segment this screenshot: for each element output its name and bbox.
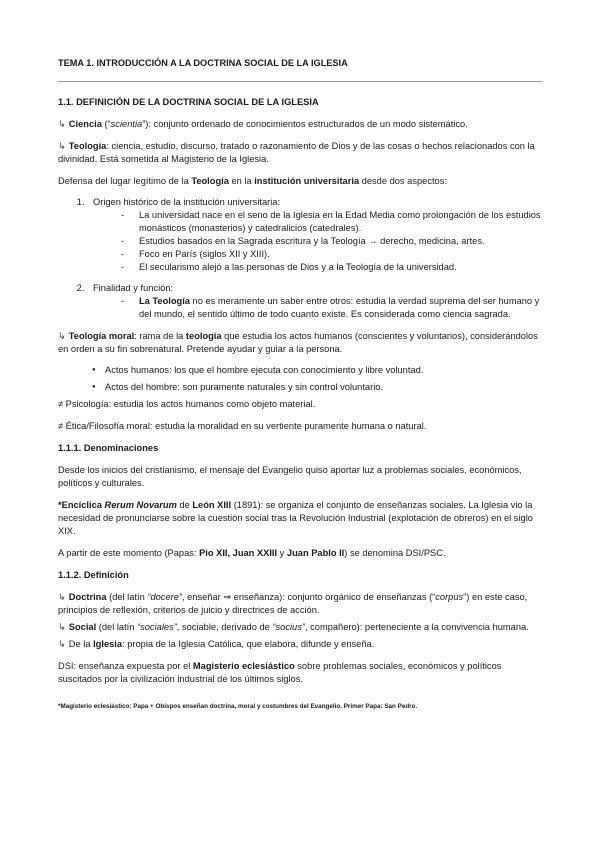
list-item: ● Actos humanos: los que el hombre ejecuta con conocimiento y libre voluntad. bbox=[92, 364, 542, 377]
section-heading-1-1-1: 1.1.1. Denominaciones bbox=[58, 443, 159, 453]
list-item: - La universidad nace en el seno de la Iglesia en la Edad Media como prolongación de los estudios monásticos (monasterios) y catedralicios (catedrales). bbox=[121, 209, 542, 235]
paragraph-doctrina: ↳ Doctrina (del latín “docere”, enseñar ⇒ enseñanza): conjunto orgánico de enseñanzas (“corpus”) en este caso, principios de reflexión, criterios de juicio y directrices de acción. bbox=[58, 592, 528, 615]
arrow-icon: ↳ bbox=[58, 141, 66, 151]
list-item: - Estudios basados en la Sagrada escritura y la Teología → derecho, medicina, artes. bbox=[121, 235, 542, 248]
arrow-icon: ↳ bbox=[58, 119, 66, 129]
numbered-list-aspectos bbox=[58, 196, 542, 321]
title-divider bbox=[58, 81, 542, 82]
paragraph-dsi: DSI: enseñanza expuesta por el Magisterio eclesiástico sobre problemas sociales, económicos y políticos suscitados por la civilización industrial de los últimos siglos. bbox=[58, 661, 502, 684]
list-item: - Foco en París (siglos XII y XIII). bbox=[121, 248, 542, 261]
paragraph-ciencia: ↳ Ciencia (“scientia”): conjunto ordenado de conocimientos estructurados de un modo sistemático. bbox=[58, 119, 468, 129]
section-heading-1-1: 1.1. DEFINICIÓN DE LA DOCTRINA SOCIAL DE LA IGLESIA bbox=[58, 97, 319, 107]
paragraph-inicios: Desde los inicios del cristianismo, el mensaje del Evangelio quiso aportar luz a problemas sociales, económicos, políticos y culturales. bbox=[58, 465, 522, 488]
arrow-icon: ↳ bbox=[58, 592, 66, 602]
paragraph-teologia-moral: ↳ Teología moral: rama de la teología que estudia los actos humanos (conscientes y voluntarios), considerándolos en orden a su fin sobrenatural. Pretende ayudar y guiar a la persona. bbox=[58, 331, 538, 354]
paragraph-defensa: Defensa del lugar legítimo de la Teología en la institución universitaria desde dos aspectos: bbox=[58, 176, 447, 186]
paragraph-etica: ≠ Ética/Filosofía moral: estudia la moralidad en su vertiente puramente humana o natural. bbox=[58, 421, 427, 431]
paragraph-social: ↳ Social (del latín “sociales”, sociable, derivado de “socius”, compañero): perteneciente a la convivencia humana. bbox=[58, 622, 529, 632]
list-item: - El secularismo alejó a las personas de Dios y a la Teología de la universidad. bbox=[121, 261, 542, 274]
paragraph-papas: A partir de este momento (Papas: Pio XII, Juan XXIII y Juan Pablo II) se denomina DSI/PSC. bbox=[58, 548, 446, 558]
arrow-icon: ↳ bbox=[58, 331, 66, 341]
section-heading-1-1-2: 1.1.2. Definición bbox=[58, 570, 129, 580]
footnote: *Magisterio eclesiástico: Papa + Obispos enseñan doctrina, moral y costumbres del Evangelio. Primer Papa: San Pedro. bbox=[58, 703, 418, 710]
dash-list-origen bbox=[93, 209, 542, 274]
paragraph-teologia: ↳ Teología: ciencia, estudio, discurso, tratado o razonamiento de Dios y de las cosas o hechos relacionados con la divinidad. Está sometida al Magisterio de la Iglesia. bbox=[58, 141, 535, 164]
arrow-icon: ↳ bbox=[58, 639, 66, 649]
list-item-finalidad: 2. Finalidad y función: - La Teología no es meramente un saber entre otros: estudia la verdad suprema del ser humano y del mundo, el sentido último de todo cuanto existe. Es considerada como ciencia sagrada. bbox=[87, 282, 542, 321]
dash-list-finalidad bbox=[93, 295, 542, 321]
document-title: TEMA 1. INTRODUCCIÓN A LA DOCTRINA SOCIAL DE LA IGLESIA bbox=[58, 58, 348, 68]
paragraph-psicologia: ≠ Psicología: estudia los actos humanos como objeto material. bbox=[58, 399, 316, 409]
document-page bbox=[58, 57, 542, 713]
paragraph-enciclica: *Encíclica Rerum Novarum de León XIII (1891): se organiza el conjunto de enseñanzas sociales. La Iglesia vio la necesidad de pronunciarse sobre la cuestión social tras la Revolución Industrial (explotación de obreros) en el siglo XIX. bbox=[58, 500, 533, 536]
arrow-icon: ↳ bbox=[58, 622, 66, 632]
bullet-list-actos bbox=[58, 364, 542, 394]
list-item: ● Actos del hombre: son puramente naturales y sin control voluntario. bbox=[92, 381, 542, 394]
list-item-origen: 1. Origen histórico de la institución universitaria: - La universidad nace en el seno de la Iglesia en la Edad Media como prolongación de los estudios monásticos (monasterios) y catedralicios (catedrales). - Estudios basados en la Sagrada escritura y la Teología → derecho, medicina, artes. - Foco en París (siglos XII y XIII). - El secularismo alejó a las personas de Dios y a la Teología de la universidad. bbox=[87, 196, 542, 274]
paragraph-iglesia: ↳ De la Iglesia: propia de la Iglesia Católica, que elabora, difunde y enseña. bbox=[58, 639, 375, 649]
list-item: - La Teología no es meramente un saber entre otros: estudia la verdad suprema del ser humano y del mundo, el sentido último de todo cuanto existe. Es considerada como ciencia sagrada. bbox=[121, 295, 542, 321]
